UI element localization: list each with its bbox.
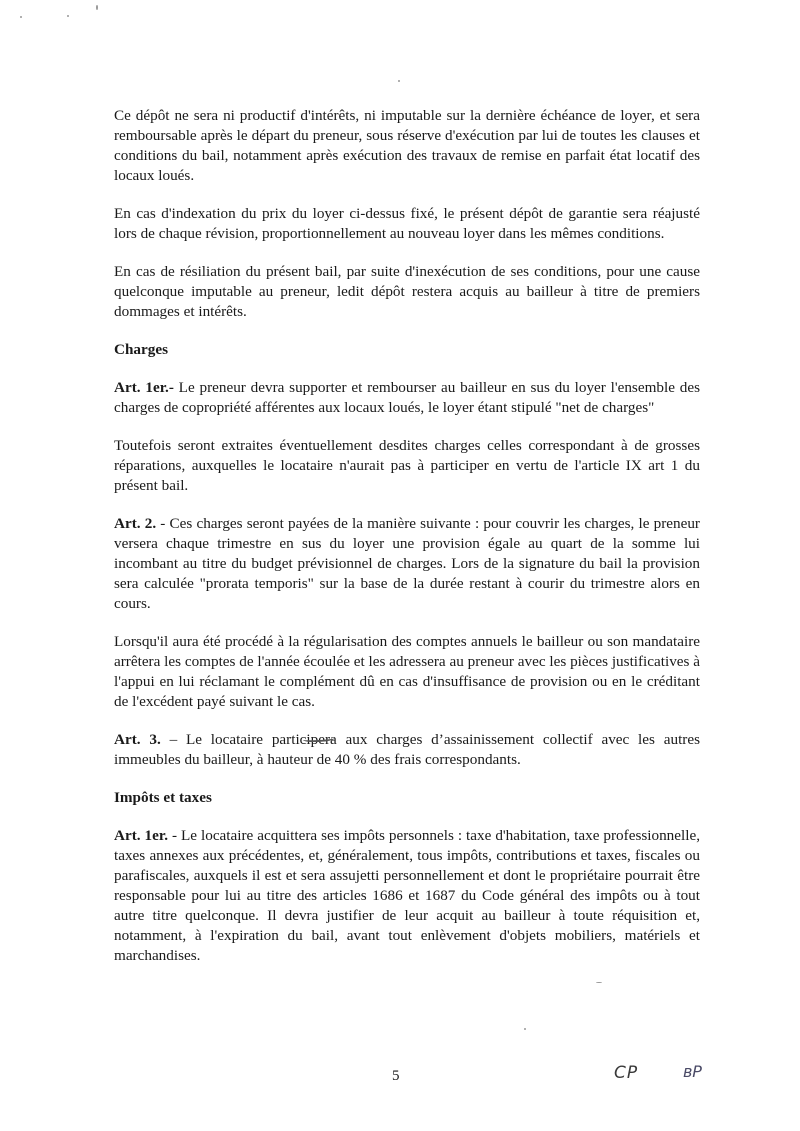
article-label: Art. 1er.- xyxy=(114,379,174,396)
charges-article-1 xyxy=(114,378,700,418)
article-label: Art. 1er. xyxy=(114,827,169,844)
handwritten-initials: ʙP xyxy=(683,1062,702,1081)
handwritten-initials: CP xyxy=(614,1063,639,1083)
paragraph-deposit-terms: Ce dépôt ne sera ni productif d'intérêts, ni imputable sur la dernière échéance de loyer, et sera remboursable après le départ du preneur, sous réserve d'exécution par lui de toutes les clauses et conditions du bail, notamment après exécution des travaux de remise en parfait état locatif des locaux loués. xyxy=(114,107,700,184)
charges-article-1-followup: Toutefois seront extraites éventuellement desdites charges celles correspondant à de grosses réparations, auxquelles le locataire n'aurait pas à participer en vertu de l'article IX art 1 du présent bail. xyxy=(114,437,700,494)
scan-speck xyxy=(398,80,400,82)
scan-speck xyxy=(524,1028,526,1030)
paragraph-indexation: En cas d'indexation du prix du loyer ci-dessus fixé, le présent dépôt de garantie sera réajusté lors de chaque révision, proportionnellement au nouveau loyer dans les mêmes conditions. xyxy=(114,205,700,242)
article-text: Le preneur devra supporter et rembourser au bailleur en sus du loyer l'ensemble des charges de copropriété afférentes aux locaux loués, le loyer étant stipulé "net de charges" xyxy=(114,379,700,416)
paragraph-termination: En cas de résiliation du présent bail, par suite d'inexécution de ses conditions, pour une cause quelconque imputable au preneur, ledit dépôt restera acquis au bailleur à titre de premiers dommages et intérêts. xyxy=(114,263,700,320)
scan-speck xyxy=(20,16,22,18)
charges-article-3 xyxy=(114,730,700,770)
scan-speck xyxy=(96,5,98,10)
page-number: 5 xyxy=(392,1068,400,1084)
article-text: - Le locataire acquittera ses impôts personnels : taxe d'habitation, taxe professionnelle, taxes annexes aux précédentes, et, généralement, tous impôts, contributions et taxes, fiscales ou parafiscales, auxquels il est et sera assujetti personnellement et dont le propriétaire pourrait être responsable pour lui au titre des articles 1686 et 1687 du Code général des impôts ou à tout autre titre quelconque. Il devra justifier de leur acquit au bailleur à toute réquisition et, notamment, à l'expiration du bail, avant tout enlèvement d'objets mobiliers, matériels et marchandises. xyxy=(114,827,700,964)
charges-article-2-followup: Lorsqu'il aura été procédé à la régularisation des comptes annuels le bailleur ou son mandataire arrêtera les comptes de l'année écoulée et les adressera au preneur avec les pièces justificatives à l'appui en lui réclamant le complément dû en cas d'insuffisance de provision ou en le créditant de l'excédent payé suivant le cas. xyxy=(114,633,700,710)
charges-article-2 xyxy=(114,514,700,614)
section-heading-charges: Charges xyxy=(114,341,168,358)
scan-speck xyxy=(67,15,69,17)
document-page xyxy=(114,106,700,984)
article-text: - Ces charges seront payées de la manière suivante : pour couvrir les charges, le preneur versera chaque trimestre en sus du loyer une provision égale au quart de la somme lui incombant au titre du budget prévisionnel de charges. Lors de la signature du bail la provision sera calculée "prorata temporis" sur la base de la durée restant à courir du trimestre alors en cours. xyxy=(114,515,700,612)
article-label: Art. 2. xyxy=(114,515,157,532)
article-text: – Le locataire participera aux charges d’assainissement collectif avec les autres immeubles du bailleur, à hauteur de 40 % des frais correspondants. xyxy=(114,731,700,768)
section-heading-taxes: Impôts et taxes xyxy=(114,789,212,806)
taxes-article-1 xyxy=(114,826,700,966)
article-label: Art. 3. xyxy=(114,731,161,748)
